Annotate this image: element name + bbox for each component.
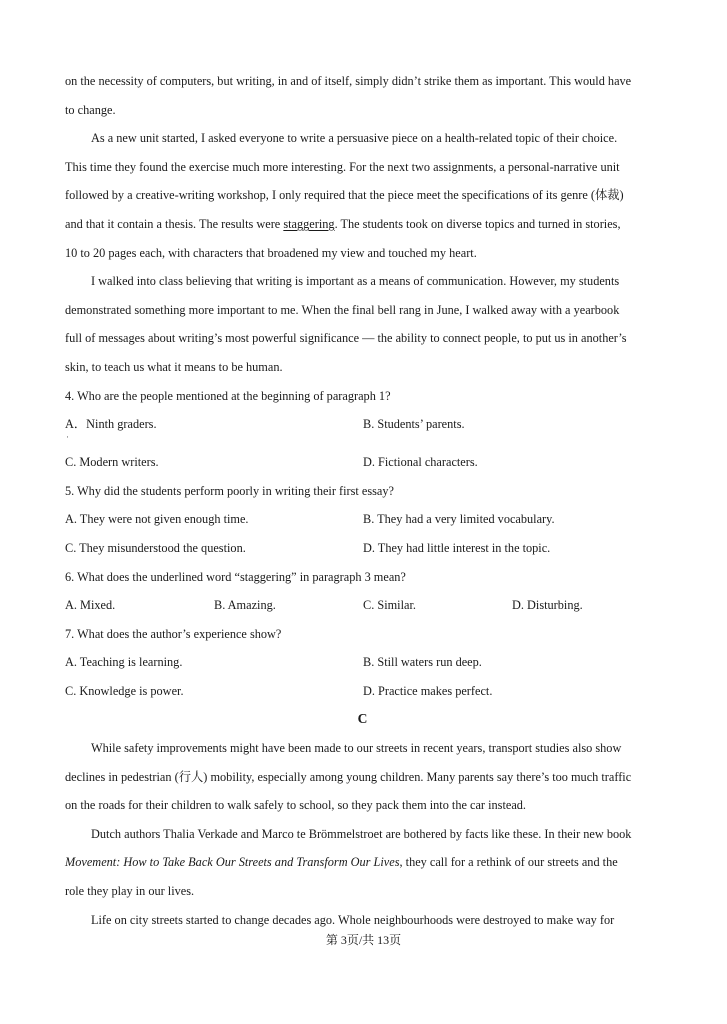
page-footer: 第 3页/共 13页	[325, 933, 402, 947]
question-6-stem: 6. What does the underlined word “staggering” in paragraph 3 mean?	[65, 569, 406, 584]
question-6-options	[65, 591, 660, 620]
text-line: on the roads for their children to walk safely to school, so they pack them into the car instead.	[65, 798, 527, 813]
option-b: B. They had a very limited vocabulary.	[363, 512, 555, 527]
option-d: D. Practice makes perfect.	[363, 683, 493, 698]
text-line: full of messages about writing’s most powerful significance — the ability to connect people, to put us in another’s	[65, 331, 627, 346]
question-7-options-row2	[65, 677, 660, 706]
question-5-options-row2	[65, 534, 660, 563]
text-line: While safety improvements might have been made to our streets in recent years, transport studies also show	[91, 741, 622, 756]
option-c: C. Similar.	[363, 598, 416, 613]
text-line: This time they found the exercise much more interesting. For the next two assignments, a personal-narrative unit	[65, 159, 620, 174]
paragraph-continuation	[65, 67, 660, 124]
text-line: on the necessity of computers, but writing, in and of itself, simply didn’t strike them as important. This would have	[65, 74, 632, 88]
option-a: A. They were not given enough time.	[65, 512, 249, 527]
option-a: A. Mixed.	[65, 598, 116, 613]
question-4-options-row1	[65, 410, 660, 448]
text-line: As a new unit started, I asked everyone to write a persuasive piece on a health-related topic of their choice.	[91, 131, 618, 146]
text-line: demonstrated something more important to me. When the final bell rang in June, I walked away with a yearbook	[65, 302, 620, 317]
paragraph-dutch-authors	[65, 820, 660, 906]
option-b: B. Amazing.	[214, 598, 276, 613]
option-c: C. Modern writers.	[65, 455, 159, 470]
option-d: D. Fictional characters.	[363, 455, 478, 470]
option-d: D. Disturbing.	[512, 598, 583, 613]
text-line: Dutch authors Thalia Verkade and Marco te Brömmelstroet are bothered by facts like these. In their new book	[91, 826, 632, 841]
text-segment: and that it contain a thesis. The results were	[65, 216, 284, 231]
paragraph-conclusion	[65, 267, 660, 381]
text-line: skin, to teach us what it means to be human.	[65, 359, 283, 374]
option-b: B. Still waters run deep.	[363, 655, 482, 670]
text-line	[65, 848, 660, 877]
text-line: followed by a creative-writing workshop, I only required that the piece meet the specifications of its genre (体裁)	[65, 188, 624, 203]
stray-mark: ·	[66, 432, 69, 442]
option-b: B. Students’ parents.	[363, 417, 465, 432]
text-segment: , they call for a rethink of our streets and the	[399, 855, 618, 870]
section-title-c: C	[357, 711, 368, 727]
text-line	[65, 210, 660, 239]
question-7-options-row1	[65, 648, 660, 677]
option-d: D. They had little interest in the topic.	[363, 540, 551, 555]
underlined-word-staggering: staggering	[283, 216, 335, 231]
text-line: declines in pedestrian (行人) mobility, especially among young children. Many parents say there’s too much traffic	[65, 769, 632, 784]
question-4-stem: 4. Who are the people mentioned at the beginning of paragraph 1?	[65, 388, 391, 403]
option-a: A．Ninth graders.	[65, 417, 157, 432]
paragraph-persuasive-piece	[65, 124, 660, 267]
option-c: C. They misunderstood the question.	[65, 540, 246, 555]
text-line: role they play in our lives.	[65, 884, 195, 899]
text-line: Life on city streets started to change decades ago. Whole neighbourhoods were destroyed to make way for	[91, 912, 615, 927]
text-line: I walked into class believing that writing is important as a means of communication. However, my students	[91, 274, 620, 289]
option-c: C. Knowledge is power.	[65, 683, 184, 698]
text-segment: . The students took on diverse topics and turned in stories,	[334, 216, 621, 231]
option-a: A. Teaching is learning.	[65, 655, 183, 670]
paragraph-safety-improvements	[65, 734, 660, 820]
question-5-stem: 5. Why did the students perform poorly in writing their first essay?	[65, 483, 394, 498]
text-line: 10 to 20 pages each, with characters that broadened my view and touched my heart.	[65, 245, 477, 260]
question-7-stem: 7. What does the author’s experience show?	[65, 626, 282, 641]
book-title: Movement: How to Take Back Our Streets and Transform Our Lives	[65, 855, 400, 870]
question-4-options-row2	[65, 448, 660, 477]
question-5-options-row1	[65, 505, 660, 534]
page-content	[65, 67, 660, 934]
paragraph-city-streets	[65, 906, 660, 935]
text-line: to change.	[65, 102, 116, 117]
